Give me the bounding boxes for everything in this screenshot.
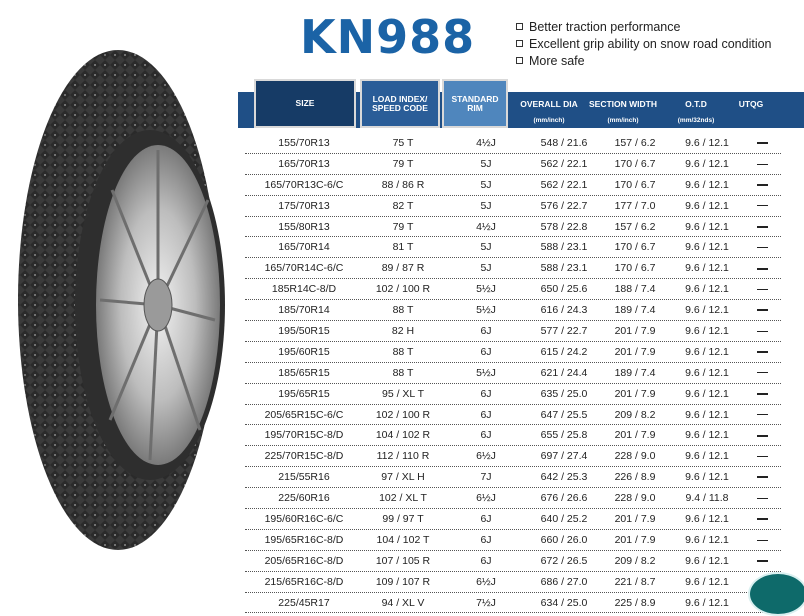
table-row	[245, 572, 781, 593]
cell-load-index: 82 T	[392, 199, 414, 212]
utqg-dash	[757, 540, 768, 541]
cell-overall-dia: 577 / 22.7	[540, 324, 588, 337]
table-row	[245, 530, 781, 551]
table-row	[245, 509, 781, 530]
cell-utqg	[743, 241, 781, 253]
utqg-dash	[757, 268, 768, 270]
utqg-dash	[757, 247, 768, 248]
table-row	[245, 279, 781, 300]
cell-otd: 9.6 / 12.1	[685, 450, 729, 463]
cell-utqg	[743, 471, 781, 483]
table-row	[245, 217, 781, 238]
cell-rim: 6½J	[476, 492, 496, 505]
table-row	[245, 300, 781, 321]
cell-utqg	[743, 158, 781, 170]
cell-overall-dia: 650 / 25.6	[540, 283, 588, 296]
cell-otd: 9.6 / 12.1	[685, 575, 729, 588]
cell-utqg	[743, 534, 781, 546]
table-row	[245, 593, 781, 614]
square-bullet-icon	[516, 57, 523, 64]
utqg-dash	[757, 498, 768, 499]
cell-overall-dia: 578 / 22.8	[540, 220, 588, 233]
cell-size: 165/70R13C-6/C	[264, 178, 344, 191]
cell-otd: 9.6 / 12.1	[685, 554, 729, 567]
cell-size: 185R14C-8/D	[271, 283, 337, 296]
cell-rim: 5J	[480, 241, 492, 254]
header-section-width: SECTION WIDTH	[589, 98, 657, 109]
cell-otd: 9.6 / 12.1	[685, 304, 729, 317]
page-title: KN988	[300, 10, 476, 64]
cell-otd: 9.6 / 12.1	[685, 429, 729, 442]
cell-section-width: 201 / 7.9	[614, 429, 656, 442]
cell-section-width: 157 / 6.2	[614, 220, 656, 233]
cell-rim: 6J	[480, 512, 492, 525]
cell-load-index: 102 / 100 R	[375, 283, 431, 296]
table-row	[245, 133, 781, 154]
table-row	[245, 488, 781, 509]
cell-load-index: 95 / XL T	[381, 387, 425, 400]
cell-section-width: 177 / 7.0	[614, 199, 656, 212]
cell-section-width: 188 / 7.4	[614, 283, 656, 296]
cell-otd: 9.6 / 12.1	[685, 241, 729, 254]
cell-overall-dia: 635 / 25.0	[540, 387, 588, 400]
cell-overall-dia: 615 / 24.2	[540, 345, 588, 358]
cell-overall-dia: 655 / 25.8	[540, 429, 588, 442]
cell-size: 225/70R15C-8/D	[264, 450, 344, 463]
utqg-dash	[757, 309, 768, 311]
cell-overall-dia: 686 / 27.0	[540, 575, 588, 588]
cell-otd: 9.6 / 12.1	[685, 408, 729, 421]
cell-overall-dia: 588 / 23.1	[540, 262, 588, 275]
table-row	[245, 363, 781, 384]
cell-overall-dia: 647 / 25.5	[540, 408, 588, 421]
feature-list	[516, 18, 772, 69]
unit-otd: (mm/32nds)	[677, 117, 715, 124]
cell-size: 195/70R15C-8/D	[264, 429, 344, 442]
cell-otd: 9.6 / 12.1	[685, 199, 729, 212]
utqg-dash	[757, 226, 768, 228]
cell-utqg	[743, 283, 781, 295]
cell-load-index: 99 / 97 T	[382, 512, 424, 525]
header-standard-rim: STANDARD RIM	[451, 93, 499, 113]
cell-size: 155/80R13	[278, 220, 330, 233]
table-row	[245, 551, 781, 572]
utqg-dash	[757, 435, 768, 437]
cell-load-index: 88 T	[392, 304, 414, 317]
cell-rim: 6J	[480, 533, 492, 546]
cell-load-index: 79 T	[392, 157, 414, 170]
table-row	[245, 467, 781, 488]
header-overall-dia: OVERALL DIA	[520, 98, 578, 109]
cell-section-width: 201 / 7.9	[614, 512, 656, 525]
cell-overall-dia: 576 / 22.7	[540, 199, 588, 212]
cell-section-width: 228 / 9.0	[614, 450, 656, 463]
cell-size: 165/70R14C-6/C	[264, 262, 344, 275]
cell-otd: 9.6 / 12.1	[685, 533, 729, 546]
cell-section-width: 209 / 8.2	[614, 554, 656, 567]
cell-overall-dia: 562 / 22.1	[540, 157, 588, 170]
utqg-dash	[757, 142, 768, 144]
cell-utqg	[743, 262, 781, 274]
utqg-dash	[757, 476, 768, 478]
cell-otd: 9.6 / 12.1	[685, 178, 729, 191]
feature-item: Excellent grip ability on snow road condition	[516, 35, 772, 52]
utqg-dash	[757, 372, 768, 373]
cell-load-index: 75 T	[392, 136, 414, 149]
cell-size: 205/65R15C-6/C	[264, 408, 344, 421]
cell-size: 165/70R14	[278, 241, 330, 254]
cell-overall-dia: 640 / 25.2	[540, 512, 588, 525]
cell-otd: 9.4 / 11.8	[685, 492, 729, 505]
cell-rim: 4½J	[476, 220, 496, 233]
cell-section-width: 209 / 8.2	[614, 408, 656, 421]
header-otd: O.T.D	[685, 98, 707, 109]
cell-rim: 5J	[480, 157, 492, 170]
cell-section-width: 201 / 7.9	[614, 324, 656, 337]
cell-overall-dia: 562 / 22.1	[540, 178, 588, 191]
utqg-dash	[757, 351, 768, 353]
utqg-dash	[757, 331, 768, 332]
cell-rim: 5J	[480, 262, 492, 275]
cell-overall-dia: 672 / 26.5	[540, 554, 588, 567]
cell-load-index: 97 / XL H	[381, 471, 425, 484]
cell-utqg	[743, 555, 781, 567]
table-row	[245, 342, 781, 363]
utqg-dash	[757, 164, 768, 165]
cell-size: 195/60R16C-6/C	[264, 512, 344, 525]
cell-section-width: 170 / 6.7	[614, 262, 656, 275]
cell-overall-dia: 697 / 27.4	[540, 450, 588, 463]
cell-otd: 9.6 / 12.1	[685, 283, 729, 296]
cell-overall-dia: 634 / 25.0	[540, 596, 588, 609]
cell-rim: 6J	[480, 345, 492, 358]
cell-utqg	[743, 367, 781, 379]
cell-size: 205/65R16C-8/D	[264, 554, 344, 567]
table-row	[245, 154, 781, 175]
cell-rim: 5½J	[476, 304, 496, 317]
cell-utqg	[743, 137, 781, 149]
cell-rim: 6½J	[476, 450, 496, 463]
cell-section-width: 225 / 8.9	[614, 596, 656, 609]
cell-size: 165/70R13	[278, 157, 330, 170]
cell-otd: 9.6 / 12.1	[685, 512, 729, 525]
utqg-dash	[757, 456, 768, 457]
cell-otd: 9.6 / 12.1	[685, 220, 729, 233]
cell-otd: 9.6 / 12.1	[685, 345, 729, 358]
cell-load-index: 104 / 102 R	[375, 429, 431, 442]
brand-logo-icon	[748, 572, 804, 616]
cell-load-index: 82 H	[391, 324, 415, 337]
cell-overall-dia: 660 / 26.0	[540, 533, 588, 546]
cell-utqg	[743, 200, 781, 212]
cell-rim: 5J	[480, 199, 492, 212]
cell-otd: 9.6 / 12.1	[685, 136, 729, 149]
cell-section-width: 170 / 6.7	[614, 241, 656, 254]
table-row	[245, 258, 781, 279]
cell-section-width: 228 / 9.0	[614, 492, 656, 505]
utqg-dash	[757, 289, 768, 290]
cell-rim: 6½J	[476, 575, 496, 588]
cell-utqg	[743, 179, 781, 191]
cell-size: 195/60R15	[278, 345, 330, 358]
unit-section-width: (mm/inch)	[607, 117, 639, 124]
cell-section-width: 189 / 7.4	[614, 366, 656, 379]
header-utqg: UTQG	[738, 98, 764, 109]
cell-section-width: 201 / 7.9	[614, 387, 656, 400]
cell-rim: 5½J	[476, 283, 496, 296]
cell-utqg	[743, 304, 781, 316]
cell-load-index: 79 T	[392, 220, 414, 233]
cell-load-index: 88 T	[392, 345, 414, 358]
cell-otd: 9.6 / 12.1	[685, 324, 729, 337]
cell-rim: 6J	[480, 429, 492, 442]
cell-rim: 6J	[480, 324, 492, 337]
table-row	[245, 175, 781, 196]
cell-utqg	[743, 429, 781, 441]
cell-otd: 9.6 / 12.1	[685, 262, 729, 275]
table-row	[245, 405, 781, 426]
utqg-dash	[757, 205, 768, 206]
square-bullet-icon	[516, 23, 523, 30]
cell-size: 155/70R13	[278, 136, 330, 149]
cell-size: 185/70R14	[278, 304, 330, 317]
cell-size: 195/50R15	[278, 324, 330, 337]
cell-load-index: 102 / XL T	[379, 492, 427, 505]
table-row	[245, 446, 781, 467]
cell-rim: 6J	[480, 554, 492, 567]
cell-rim: 4½J	[476, 136, 496, 149]
cell-otd: 9.6 / 12.1	[685, 366, 729, 379]
cell-overall-dia: 642 / 25.3	[540, 471, 588, 484]
cell-size: 195/65R15	[278, 387, 330, 400]
cell-size: 195/65R16C-8/D	[264, 533, 344, 546]
cell-section-width: 226 / 8.9	[614, 471, 656, 484]
cell-otd: 9.6 / 12.1	[685, 471, 729, 484]
table-row	[245, 237, 781, 258]
cell-overall-dia: 548 / 21.6	[540, 136, 588, 149]
cell-otd: 9.6 / 12.1	[685, 157, 729, 170]
cell-overall-dia: 621 / 24.4	[540, 366, 588, 379]
cell-load-index: 104 / 102 T	[376, 533, 430, 546]
table-row	[245, 425, 781, 446]
cell-load-index: 107 / 105 R	[375, 554, 431, 567]
cell-load-index: 88 / 86 R	[381, 178, 425, 191]
cell-section-width: 189 / 7.4	[614, 304, 656, 317]
feature-item: Better traction performance	[516, 18, 772, 35]
cell-utqg	[743, 221, 781, 233]
cell-rim: 5J	[480, 178, 492, 191]
square-bullet-icon	[516, 40, 523, 47]
cell-rim: 5½J	[476, 366, 496, 379]
table-row	[245, 196, 781, 217]
cell-overall-dia: 676 / 26.6	[540, 492, 588, 505]
cell-utqg	[743, 325, 781, 337]
cell-section-width: 201 / 7.9	[614, 345, 656, 358]
cell-otd: 9.6 / 12.1	[685, 596, 729, 609]
cell-utqg	[743, 492, 781, 504]
cell-utqg	[743, 388, 781, 400]
feature-item: More safe	[516, 52, 772, 69]
tire-spec-table	[245, 133, 781, 613]
utqg-dash	[757, 560, 768, 562]
cell-load-index: 112 / 110 R	[376, 450, 430, 463]
utqg-dash	[757, 518, 768, 520]
cell-load-index: 81 T	[392, 241, 414, 254]
cell-section-width: 221 / 8.7	[614, 575, 656, 588]
cell-utqg	[743, 346, 781, 358]
table-row	[245, 321, 781, 342]
cell-load-index: 94 / XL V	[381, 596, 425, 609]
cell-load-index: 89 / 87 R	[381, 262, 425, 275]
cell-utqg	[743, 513, 781, 525]
cell-rim: 7½J	[476, 596, 496, 609]
unit-overall-dia: (mm/inch)	[533, 117, 565, 124]
cell-section-width: 157 / 6.2	[614, 136, 656, 149]
header-load-index: LOAD INDEX/ SPEED CODE	[372, 93, 428, 113]
utqg-dash	[757, 184, 768, 186]
cell-section-width: 170 / 6.7	[614, 178, 656, 191]
cell-load-index: 88 T	[392, 366, 414, 379]
cell-load-index: 102 / 100 R	[375, 408, 431, 421]
cell-utqg	[743, 409, 781, 421]
cell-size: 215/55R16	[278, 471, 330, 484]
cell-rim: 7J	[480, 471, 492, 484]
cell-size: 215/65R16C-8/D	[264, 575, 344, 588]
cell-rim: 6J	[480, 408, 492, 421]
cell-size: 225/45R17	[278, 596, 330, 609]
cell-size: 185/65R15	[278, 366, 330, 379]
cell-size: 175/70R13	[278, 199, 330, 212]
cell-rim: 6J	[480, 387, 492, 400]
cell-overall-dia: 588 / 23.1	[540, 241, 588, 254]
cell-otd: 9.6 / 12.1	[685, 387, 729, 400]
cell-load-index: 109 / 107 R	[375, 575, 431, 588]
utqg-dash	[757, 393, 768, 395]
cell-section-width: 201 / 7.9	[614, 533, 656, 546]
tire-image	[0, 0, 245, 592]
utqg-dash	[757, 414, 768, 415]
cell-utqg	[743, 450, 781, 462]
header-size: SIZE	[295, 98, 315, 109]
table-row	[245, 384, 781, 405]
cell-overall-dia: 616 / 24.3	[540, 304, 588, 317]
cell-size: 225/60R16	[278, 492, 330, 505]
cell-section-width: 170 / 6.7	[614, 157, 656, 170]
